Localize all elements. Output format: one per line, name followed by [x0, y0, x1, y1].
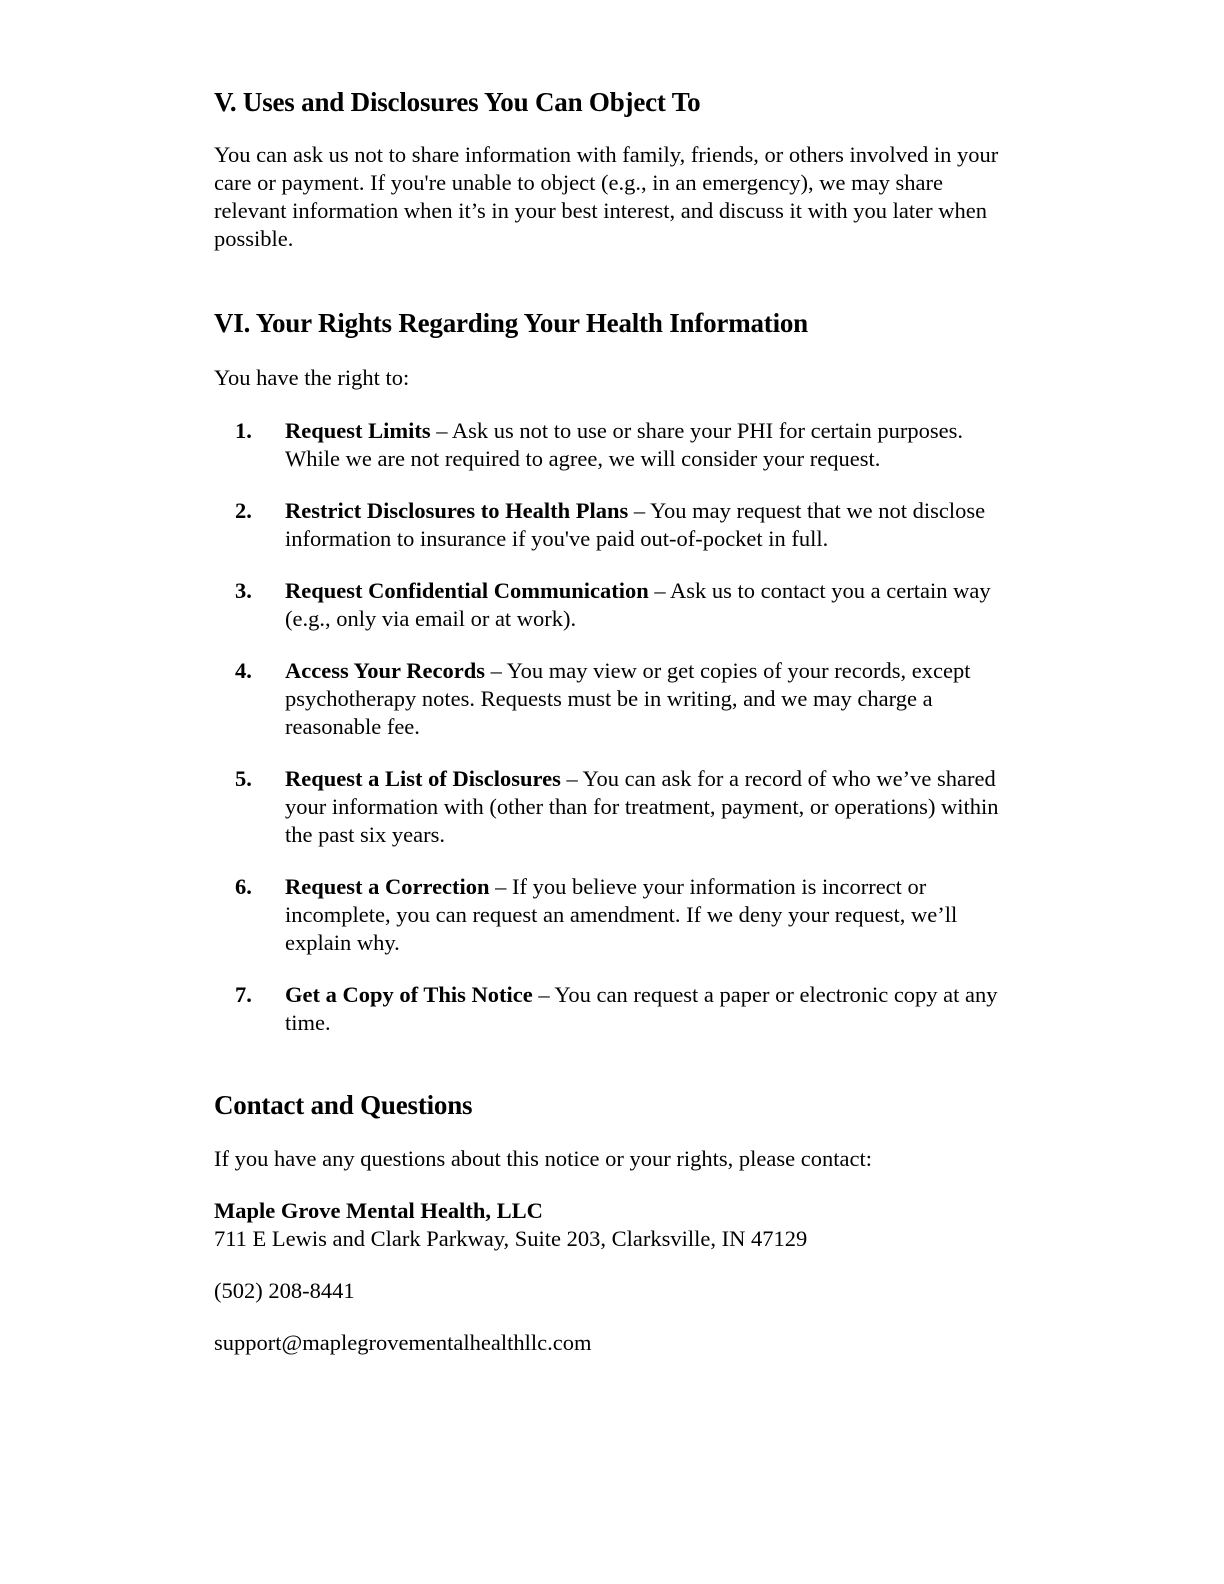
rights-list-item [214, 417, 1014, 473]
list-item-number: 1. [235, 418, 252, 443]
right-term: Request a Correction [285, 874, 490, 899]
rights-list-item [214, 981, 1014, 1037]
right-term: Request Confidential Communication [285, 578, 649, 603]
right-term: Get a Copy of This Notice [285, 982, 533, 1007]
contact-section-title: Contact and Questions [214, 1090, 473, 1120]
right-term: Request Limits [285, 418, 431, 443]
section-5-title: V. Uses and Disclosures You Can Object To [214, 87, 701, 117]
list-item-number: 5. [235, 766, 252, 791]
right-description: – You may request that we not disclose information to insurance if you've paid out-of-pocket in full. [285, 498, 986, 551]
list-item-number: 7. [235, 982, 252, 1007]
right-term: Restrict Disclosures to Health Plans [285, 498, 629, 523]
rights-list [214, 417, 1014, 1037]
rights-list-item [214, 497, 1014, 553]
document-page [214, 84, 1014, 1357]
organization-address: 711 E Lewis and Clark Parkway, Suite 203, Clarksville, IN 47129 [214, 1226, 808, 1251]
list-item-number: 6. [235, 874, 252, 899]
rights-list-item [214, 657, 1014, 741]
right-description: – Ask us not to use or share your PHI for certain purposes. While we are not required to agree, we will consider your request. [285, 418, 964, 471]
right-description: – You can ask for a record of who we’ve shared your information with (other than for treatment, payment, or operations) within the past six years. [285, 766, 999, 847]
rights-list-item [214, 765, 1014, 849]
contact-email: support@maplegrovementalhealthllc.com [214, 1330, 592, 1355]
right-term: Request a List of Disclosures [285, 766, 561, 791]
contact-phone: (502) 208-8441 [214, 1278, 355, 1303]
rights-list-item [214, 873, 1014, 957]
rights-list-item [214, 577, 1014, 633]
contact-intro: If you have any questions about this notice or your rights, please contact: [214, 1146, 872, 1171]
right-description: – You may view or get copies of your records, except psychotherapy notes. Requests must be in writing, and we may charge a reasonable fee. [285, 658, 971, 739]
section-6-title: VI. Your Rights Regarding Your Health Information [214, 308, 808, 338]
list-item-number: 2. [235, 498, 252, 523]
right-term: Access Your Records [285, 658, 485, 683]
right-description: – You can request a paper or electronic copy at any time. [285, 982, 998, 1035]
list-item-number: 3. [235, 578, 252, 603]
organization-name: Maple Grove Mental Health, LLC [214, 1198, 543, 1223]
section-5-body: You can ask us not to share information with family, friends, or others involved in your care or payment. If you're unable to object (e.g., in an emergency), we may share relevant information when it’s in your best interest, and discuss it with you later when possible. [214, 142, 999, 251]
right-description: – Ask us to contact you a certain way (e.g., only via email or at work). [285, 578, 991, 631]
right-description: – If you believe your information is incorrect or incomplete, you can request an amendment. If we deny your request, we’ll explain why. [285, 874, 958, 955]
section-6-intro: You have the right to: [214, 365, 410, 390]
list-item-number: 4. [235, 658, 252, 683]
organization-block [214, 1197, 1014, 1253]
